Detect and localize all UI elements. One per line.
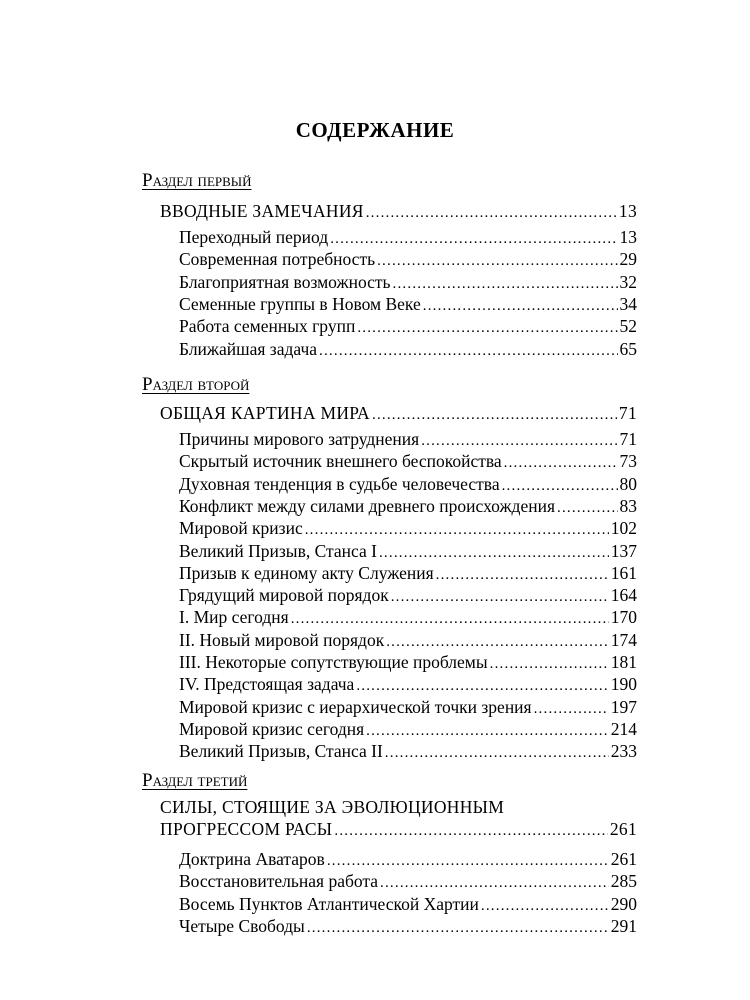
page-number: 65 [619,338,637,359]
section-label: Раздел первый [142,170,252,191]
toc-entry[interactable] [179,450,637,474]
page-number: 32 [619,271,637,292]
page-number: 13 [618,201,637,221]
dot-leader [557,497,617,519]
toc-entry-title: Восемь Пунктов Атлантической Хартии [179,893,479,914]
toc-entry[interactable] [179,562,637,586]
page-number: 174 [610,629,637,650]
dot-leader [490,653,609,675]
toc-entry[interactable] [179,893,637,917]
toc-entry-title: Восстановительная работа [179,871,379,892]
dot-leader [330,228,617,250]
dot-leader [379,542,609,564]
section-heading-text: ВВОДНЫЕ ЗАМЕЧАНИЯ [160,201,364,221]
page-number: 233 [610,741,637,762]
page-number: 181 [610,652,637,672]
dot-leader [307,917,609,939]
section-label: Раздел третий [142,770,248,791]
toc-entry-title: Семенные группы в Новом Веке [179,293,421,314]
dot-leader [386,631,609,653]
page-number: 291 [610,915,637,936]
page-number: 137 [610,540,637,561]
page-number: 285 [610,871,637,892]
dot-leader [377,250,617,272]
toc-entry[interactable] [179,248,637,272]
page-number: 52 [619,316,637,337]
section-label: Раздел второй [142,374,250,395]
toc-entry-title: Ближайшая задача [179,338,318,359]
toc-entry[interactable] [179,271,637,295]
toc-entry[interactable] [179,495,637,519]
toc-entry-title: I. Мир сегодня [179,607,289,628]
page-number: 83 [619,495,637,516]
dot-leader [305,519,609,541]
toc-entry[interactable] [179,651,637,675]
dot-leader [327,850,609,872]
toc-entry[interactable] [179,673,637,697]
toc-entry[interactable] [179,473,637,497]
toc-entry[interactable] [179,848,637,872]
toc-entry-title: Работа семенных групп [179,316,356,337]
toc-entry[interactable] [179,696,637,720]
toc-entry-title: Великий Призыв, Станса I [179,540,377,561]
page-number: 161 [610,562,637,583]
section-heading[interactable] [160,402,637,426]
toc-entry[interactable] [179,584,637,608]
dot-leader [334,820,607,842]
toc-entry[interactable] [179,540,637,564]
dot-leader [380,872,609,894]
toc-entry-title: Мировой кризис [179,518,303,539]
dot-leader [504,452,618,474]
dot-leader [423,295,618,317]
toc-entry[interactable] [179,915,637,939]
page-number: 290 [610,893,637,914]
toc-entry[interactable] [179,293,637,317]
section-heading-text: ОБЩАЯ КАРТИНА МИРА [160,403,370,423]
toc-entry-title: Мировой кризис сегодня [179,718,365,739]
toc-entry[interactable] [179,315,637,339]
toc-entry-title: IV. Предстоящая задача [179,674,355,695]
toc-entry-title: Призыв к единому акту Служения [179,562,434,583]
dot-leader [357,317,617,339]
toc-entry-title: Причины мирового затруднения [179,429,420,449]
page-number: 73 [619,451,637,472]
toc-entry[interactable] [179,338,637,362]
dot-leader [534,698,609,720]
section-heading-line1: СИЛЫ, СТОЯЩИЕ ЗА ЭВОЛЮЦИОННЫМ [160,797,505,817]
toc-entry[interactable] [179,629,637,653]
dot-leader [393,273,618,295]
dot-leader [356,675,608,697]
page-number: 261 [609,819,637,839]
toc-entry-title: Благоприятная возможность [179,271,391,292]
toc-entry-title: Мировой кризис с иерархической точки зрения [179,696,532,717]
toc-entry[interactable] [179,606,637,630]
page-number: 71 [618,403,637,423]
toc-entry-title: Конфликт между силами древнего происхождения [179,495,556,516]
page-number: 71 [619,429,637,449]
toc-entry-title: Грядущий мировой порядок [179,585,389,606]
toc-entry-title: Доктрина Аватаров [179,849,325,869]
dot-leader [366,202,617,224]
toc-entry[interactable] [179,226,637,250]
page-number: 34 [619,293,637,314]
dot-leader [385,742,609,764]
page-number: 164 [610,585,637,606]
page-number: 13 [619,227,637,247]
section-heading[interactable] [160,818,637,842]
toc-entry-title: III. Некоторые сопутствующие проблемы [179,652,488,672]
dot-leader [391,586,609,608]
section-heading-text: ПРОГРЕССОМ РАСЫ [160,819,333,839]
toc-entry[interactable] [179,740,637,764]
dot-leader [366,720,609,742]
section-heading[interactable] [160,200,637,224]
toc-entry-title: Духовная тенденция в судьбе человечества [179,473,500,494]
page-number: 29 [619,249,637,270]
dot-leader [372,404,617,426]
toc-entry-title: II. Новый мировой порядок [179,629,385,650]
page-title: СОДЕРЖАНИЕ [295,118,455,142]
page-number: 214 [610,718,637,739]
page-number: 80 [619,473,637,494]
toc-entry[interactable] [179,428,637,452]
toc-entry[interactable] [179,870,637,894]
dot-leader [481,895,609,917]
page-number: 261 [610,849,637,869]
dot-leader [436,564,609,586]
page-number: 170 [610,607,637,628]
page-number: 197 [610,696,637,717]
toc-entry[interactable] [179,517,637,541]
toc-entry-title: Современная потребность [179,249,376,270]
toc-entry-title: Четыре Свободы [179,915,305,936]
dot-leader [502,475,618,497]
dot-leader [421,430,617,452]
page-number: 190 [610,674,637,695]
toc-entry-title: Переходный период [179,227,329,247]
toc-entry-title: Великий Призыв, Станса II [179,741,383,762]
dot-leader [291,608,609,630]
page-number: 102 [610,518,637,539]
toc-entry-title: Скрытый источник внешнего беспокойства [179,451,502,472]
dot-leader [319,340,617,362]
toc-entry[interactable] [179,718,637,742]
